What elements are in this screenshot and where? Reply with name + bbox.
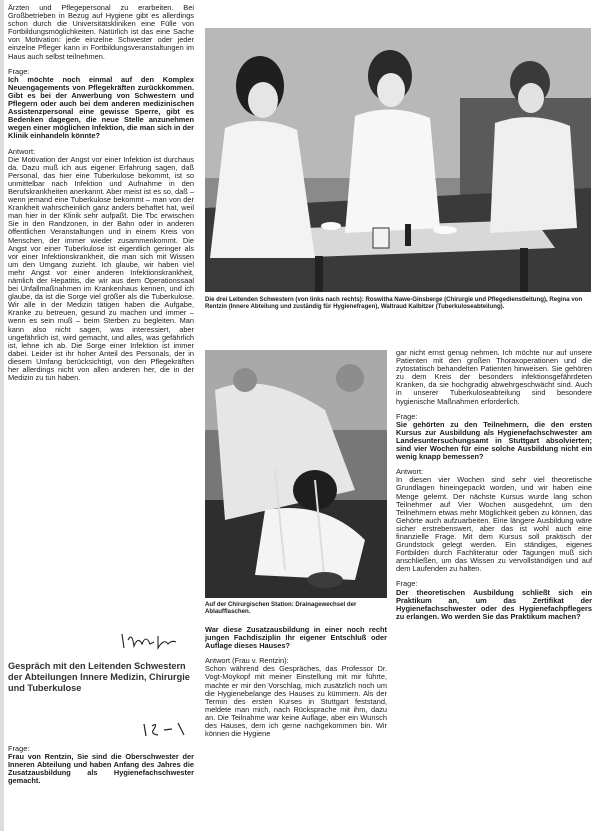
question-text: War diese Zusatzausbildung in einer noch recht jungen Fachdisziplin Ihr eigener Entschluß oder Auflage dieses Hauses?: [205, 625, 387, 651]
question-label: Frage:: [8, 66, 30, 76]
left-column: [8, 4, 194, 382]
photo-caption: Auf der Chirurgischen Station: Drainagewechsel der Ablaufflaschen.: [205, 601, 357, 615]
left-bottom-column: [8, 745, 194, 785]
photo-three-nurses: [205, 28, 591, 292]
question-label: Frage:: [396, 579, 418, 589]
question-text: Frau von Rentzin, Sie sind die Oberschwester der Inneren Abteilung und haben Anfang des Jahres die Zusatzausbildung als Hygienefachschwester gemacht.: [8, 752, 194, 786]
right-column: [396, 349, 592, 621]
answer-continuation: gar nicht ernst genug nehmen. Ich möchte nur auf unsere Patienten mit den großen Thoraxoperationen und die zytostatisch behandelten Patienten hinweisen. Sie gehören zu dem Kreis der besonders infektionsgefährdeten Kranken, da sie hochgradig abwehrgeschwächt sind. Auch in unserer Tuberkuloseabteilung sind besondere hygienische Maßnahmen erforderlich.: [396, 348, 592, 406]
answer-text: Die Motivation der Angst vor einer Infektion ist durchaus da. Dazu muß ich aus eigener Erfahrung sagen, daß Personal, das hier eine Tuberkulose bekommt, ist so unmittelbar nach Infektion und Aufnahme in den Berufskrankheiten anerkannt. Aber meist ist es so, daß – wenn jemand eine Tuberkulose bekommt – man von der Krankheit wahrscheinlich ganz anders behaftet hat, weil man hier in der Klinik sehr aufpaßt. Die Tbc erwischen Sie in den Randzonen, in der Bahn oder in anderen öffentlichen Veranstaltungen und in einem Kreis von Menschen, der immer wieder zusammenkommt. Die Angst vor einer Tuberkulose ist eigentlich geringer als vor einer Infektionskrankheit, die man sich mit Wissen um den Umgang zuzieht. Ich glaube, wir haben viel mehr Angst vor einer anderen Infektionskrankheit, nämlich der Hepatitis, die wir aus dem Operationssaal bei Unfallmaßnahmen im Krankenhaus kennen, und ich glaube, da ist die Sorge viel größer als die Tuberkulose. Wir alle in der Medizin tätigen haben die Aufgabe, Kranke zu betreuen, gesund zu machen und immer – wenn es sein muß – beim Sterben zu begleiten. Man kann also nicht sagen, was interessiert, aber ungefährlich ist, wird gemacht, und alles, was gefährlich ist, lehne ich ab. Die Sorge einer Infektion ist immer dabei. Leider ist ihr hoher Anteil des Personals, der in diesem Umfang berücksichtigt, von den Pflegekräften her allerdings nicht von allen anderen her, die in der Medizin zu tun haben.: [8, 154, 194, 383]
photo-caption: Die drei Leitenden Schwestern (von links nach rechts): Roswitha Nawe-Ginsberge (Chirurgie und Pflegedienstleitung), Regina von Rentzin (Innere Abteilung und zuständig für Hygienefragen), Waltraud Kalbitzer (Tuberkuloseabteilung).: [205, 296, 583, 310]
answer-label: Antwort:: [8, 146, 36, 156]
answer-text: In diesen vier Wochen sind sehr viel theoretische Grundlagen hineingepackt worden, und wir haben eine Menge gelernt. Der nächste Kursus wurde lang schon Teilnehmer auf Vier Wochen ausgedehnt, um den Teilnehmern etwas mehr Möglichkeit geben zu können, das Gehörte auch aufzuarbeiten. Eine längere Ausbildung wäre sicher erstrebenswert, aber das ist wohl auch eine finanzielle Frage. Mit dem Kursus soll praktisch der Grundstock gelegt werden. Ein ständiges, eigenes Fortbilden durch Fachliteratur oder Tagungen muß sich anschließen, um das Wissen zu vervollständigen und auf dem Laufenden zu halten.: [396, 475, 592, 574]
interview-heading: Gespräch mit den Leitenden Schwestern der Abteilungen Innere Medizin, Chirurgie und Tuberkulose: [8, 661, 190, 693]
photo-surgical-ward: [205, 350, 387, 598]
intro-paragraph: Ärzten und Pflegepersonal zu erarbeiten. Bei Großbetrieben in Bezug auf Hygiene gibt es allerdings schon durch die Universitätskliniken eine Fülle von Fortbildungsmöglichkeiten. Natürlich ist das eine Sache von Motivation: jede einzelne Schwester oder jeder einzelne Pfleger kann in Fortbildungsveranstaltungen im Haus auch selbst teilnehmen.: [8, 3, 194, 61]
middle-column: [205, 626, 387, 738]
answer-text: Schon während des Gespräches, das Professor Dr. Vogt-Moykopf mit meiner Einstellung mit mir führte, machte er mir den Vorschlag, mich zusätzlich noch um die Hygienebelange des Hauses zu kümmern. Als der Termin des ersten Kurses in Stuttgart feststand, meldete man mich, nach Rücksprache mit ihm, dazu an. Die Teilnahme war keine Auflage, aber ein Wunsch des Hauses, dem ich gerne nachgekommen bin. Wir können die Hygiene: [205, 664, 387, 739]
answer-label: Antwort:: [396, 467, 424, 477]
question-text: Sie gehörten zu den Teilnehmern, die den ersten Kursus zur Ausbildung als Hygienefachschwester am Landesuntersuchungsamt in Stuttgart absolvierten; sind vier Wochen für eine solche Ausbildung nicht ein wenig knapp bemessen?: [396, 419, 592, 462]
question-text: Der theoretischen Ausbildung schließt sich ein Praktikum an, um das Zertifikat der Hygienefachschwester oder des Hygienefachpflegers zu erlangen. Wo werden Sie das Praktikum machen?: [396, 587, 592, 621]
question-text: Ich möchte noch einmal auf den Komplex Neuengagements von Pflegekräften zurückkommen. Gibt es bei der Anwerbung von Schwestern und Pflegern oder auch bei dem anderen medizinischen Assistenzpersonal eine gewisse Sperre, gibt es Bedenken dagegen, die neue Stelle anzunehmen wegen einer möglichen Infektion, die man sich in der Klinik einhandeln könnte?: [8, 74, 194, 141]
question-label: Frage:: [396, 411, 418, 421]
scan-edge: [0, 0, 4, 831]
signature: [120, 630, 180, 652]
question-label: Frage:: [8, 744, 30, 753]
handwritten-initials: [142, 720, 190, 738]
answer-label: Antwort (Frau v. Rentzin):: [205, 656, 289, 666]
